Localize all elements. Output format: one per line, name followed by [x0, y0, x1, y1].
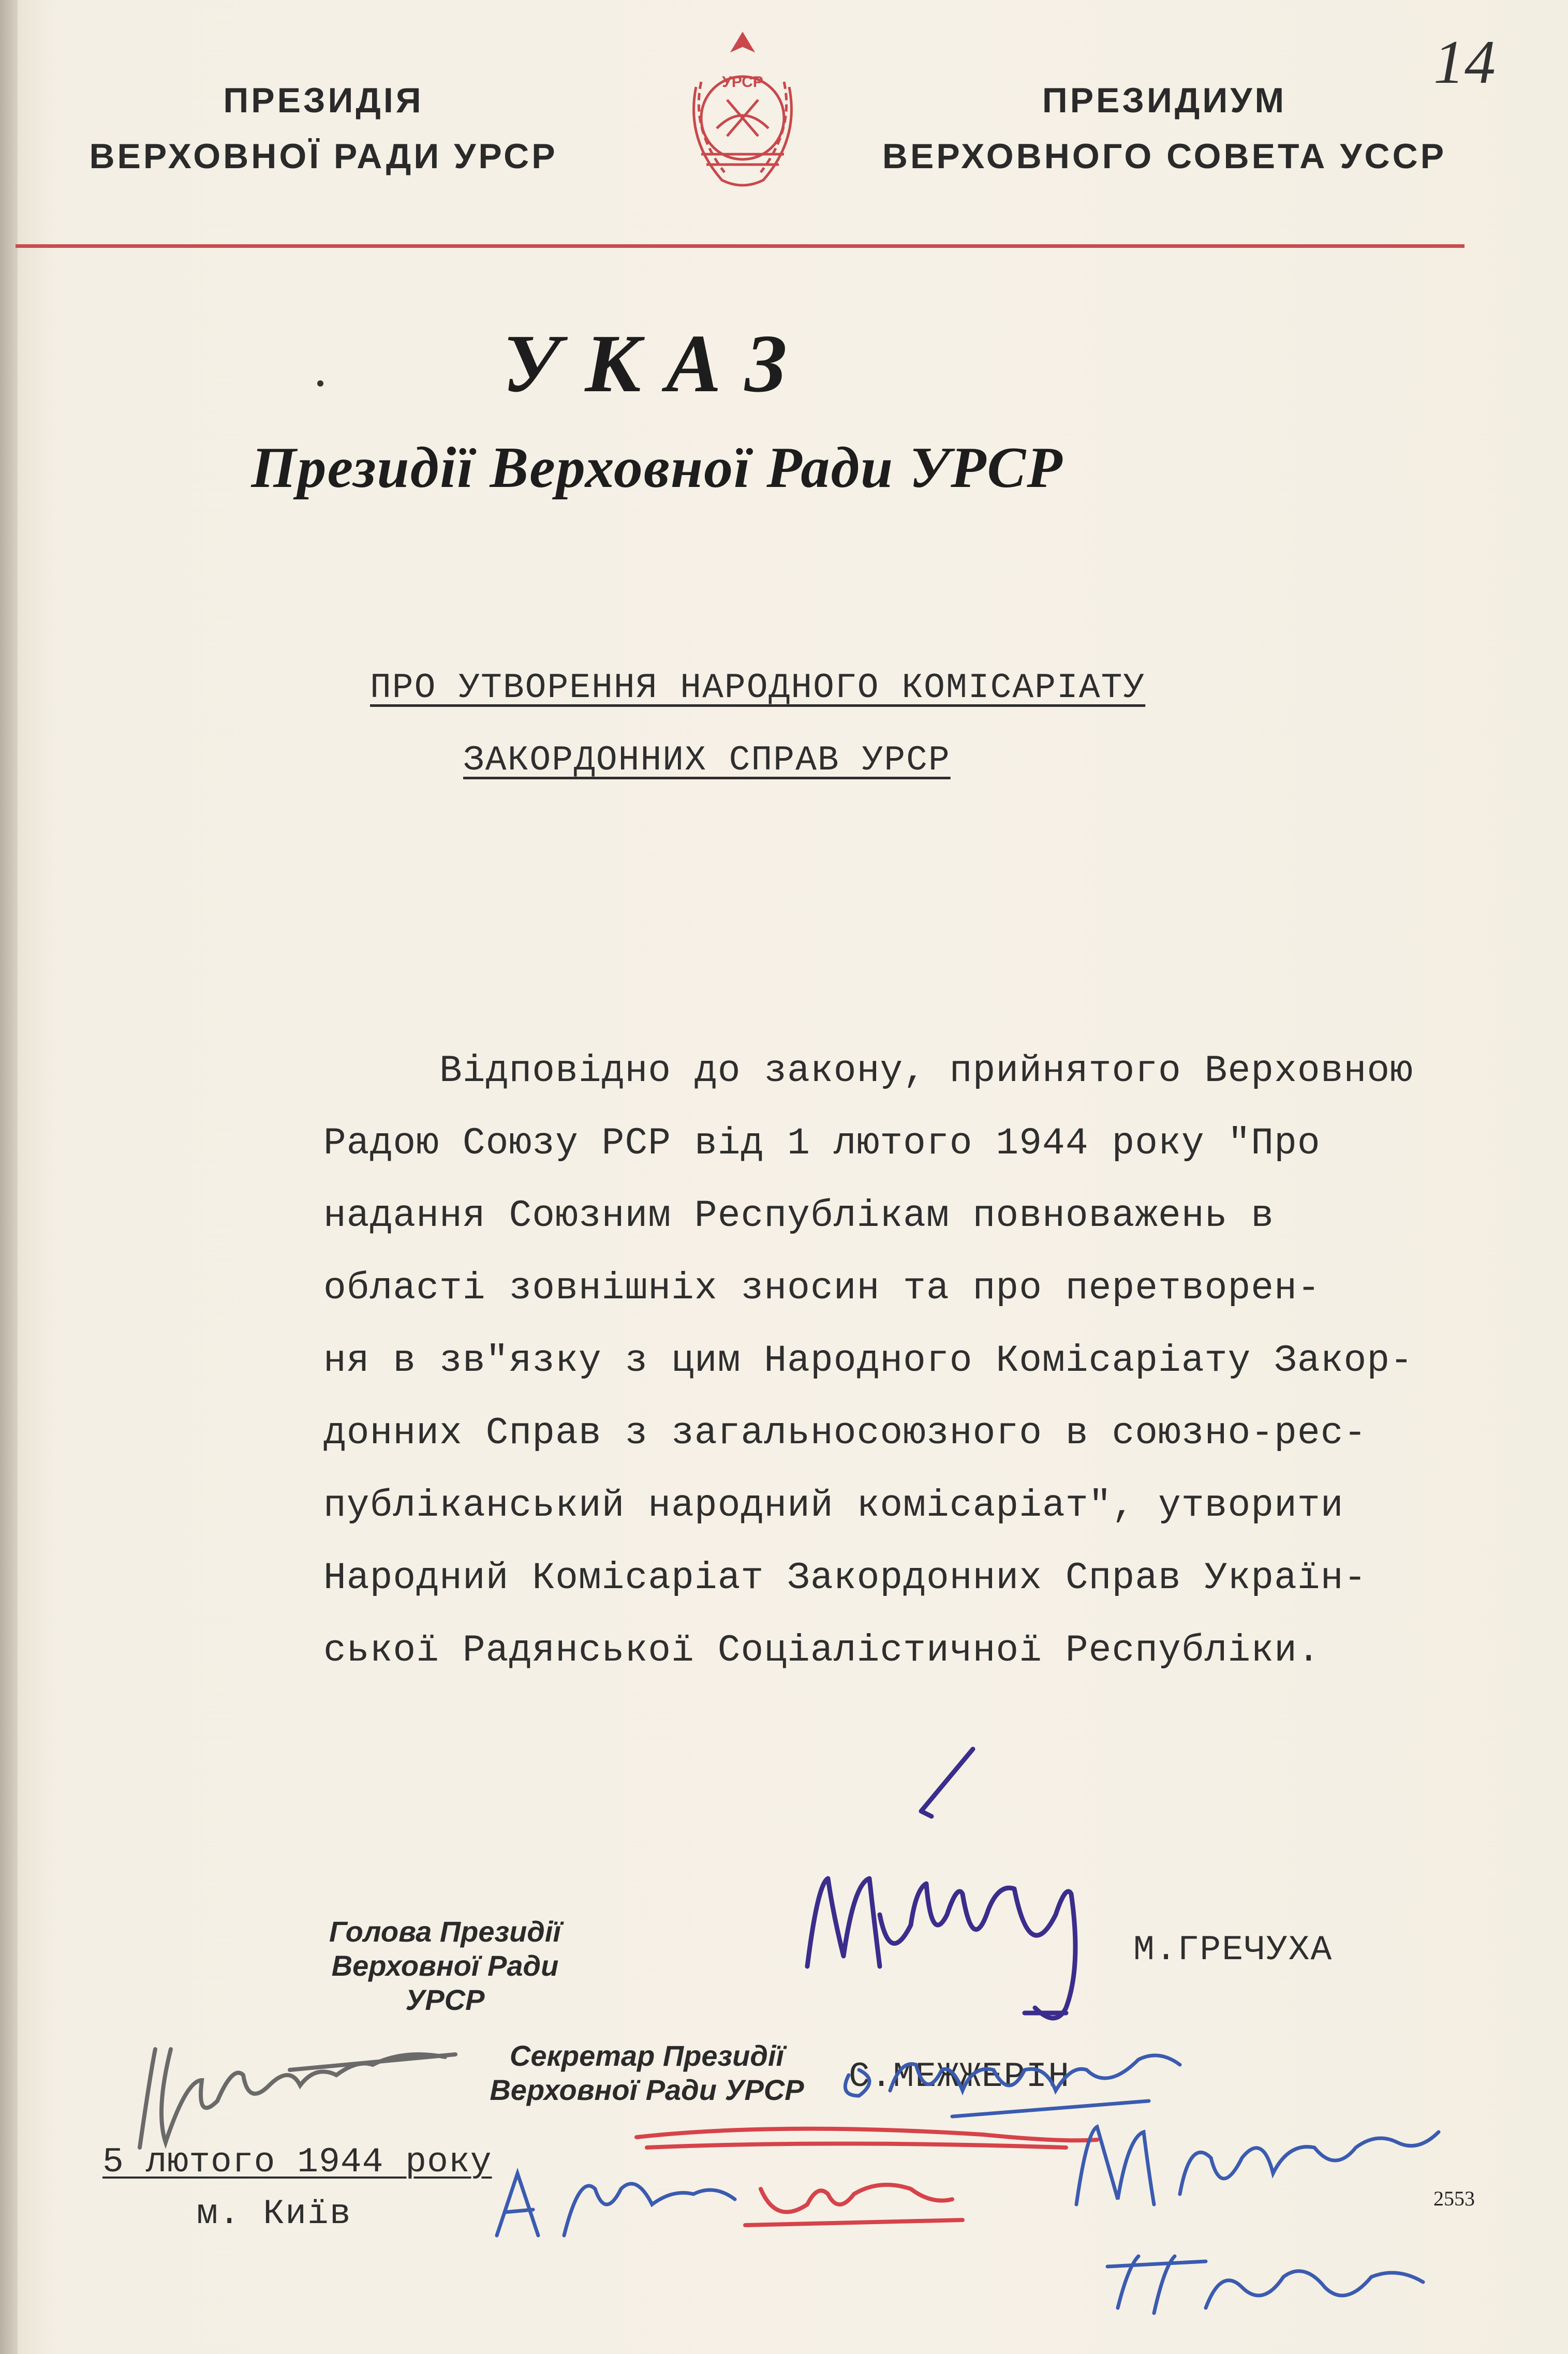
decree-title: УКАЗ [502, 317, 812, 409]
pencil-signature-left [140, 2049, 455, 2148]
decree-body [323, 1035, 1462, 1687]
approval-signatures [497, 2127, 1439, 2313]
header-right-line2: ВЕРХОВНОГО СОВЕТА УССР [882, 137, 1447, 176]
chair-name: М.ГРЕЧУХА [1133, 1930, 1333, 1970]
chair-label-line2: Верховної Ради УРСР [331, 1949, 559, 2016]
subject-line-1: ПРО УТВОРЕННЯ НАРОДНОГО КОМІСАРІАТУ [370, 668, 1146, 708]
header-left [21, 72, 626, 184]
sheet-number-handwritten [1428, 21, 1516, 109]
header-left-line2: ВЕРХОВНОЇ РАДИ УРСР [89, 137, 558, 176]
pencil-red-marks [637, 2129, 1097, 2225]
header-right [880, 72, 1449, 184]
archive-number: 2553 [1433, 2187, 1475, 2210]
secretary-label [466, 2039, 828, 2107]
body-line: Відповідно до закону, прийнятого Верховною [323, 1049, 1413, 1092]
header-right-line1: ПРЕЗИДИУМ [1042, 81, 1287, 120]
decree-date: 5 лютого 1944 року [102, 2142, 492, 2182]
body-line: надання Союзним Республікам повноважень в [323, 1194, 1275, 1237]
body-line: публіканський народний комісаріат", утворити [323, 1484, 1344, 1527]
body-line: Народний Комісаріат Закордонних Справ Україн- [323, 1557, 1367, 1600]
body-line: Радою Союзу РСР від 1 лютого 1944 року "Про [323, 1122, 1321, 1165]
body-line: ня в зв"язку з цим Народного Комісаріату Закор- [323, 1339, 1413, 1382]
secretary-name: С.МЕЖЖЕРІН [849, 2057, 1071, 2097]
secretary-label-line2: Верховної Ради УРСР [490, 2074, 804, 2106]
header-left-line1: ПРЕЗИДІЯ [223, 81, 424, 120]
body-line: донних Справ з загальносоюзного в союзно-рес- [323, 1412, 1367, 1455]
chair-label [300, 1915, 590, 2017]
svg-text:14: 14 [1433, 27, 1496, 96]
subject-line-2: ЗАКОРДОННИХ СПРАВ УРСР [463, 741, 951, 780]
header-divider [16, 244, 1465, 248]
state-emblem-icon [665, 25, 820, 196]
secretary-label-line1: Секретар Президії [509, 2039, 785, 2072]
chair-signature [807, 1749, 1075, 2018]
decree-subtitle: Президії Верховної Ради УРСР [251, 436, 1063, 500]
body-line: ської Радянської Соціалістичної Республіки. [323, 1629, 1321, 1672]
body-line: області зовнішніх зносин та про перетворен- [323, 1267, 1321, 1310]
decree-place: м. Київ [197, 2194, 352, 2234]
svg-text:УРСР: УРСР [722, 73, 763, 91]
chair-label-line1: Голова Президії [329, 1915, 561, 1948]
